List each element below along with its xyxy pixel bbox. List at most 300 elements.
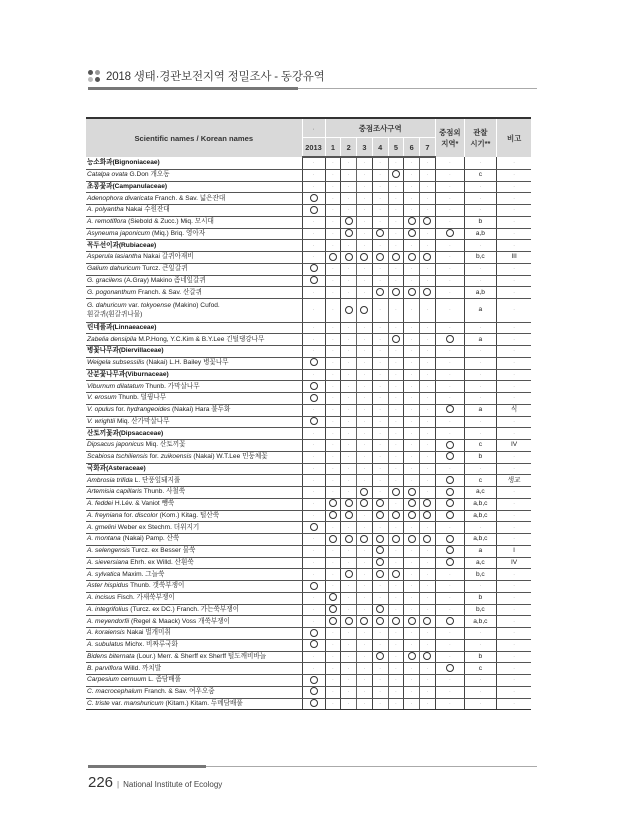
cell-2013 bbox=[302, 451, 325, 463]
cell-2013 bbox=[302, 475, 325, 487]
cell-zone-5 bbox=[388, 181, 404, 193]
cell-zone-4 bbox=[372, 498, 388, 510]
cell-outside bbox=[435, 451, 464, 463]
cell-zone-7 bbox=[420, 322, 436, 334]
empty-marker: · bbox=[331, 571, 334, 578]
cell-zone-1 bbox=[325, 193, 341, 205]
species-row bbox=[86, 404, 531, 416]
author: (Nakai) W.T.Lee bbox=[193, 453, 241, 461]
scientific-name: V. wrightii bbox=[87, 417, 116, 425]
empty-marker: · bbox=[312, 501, 315, 508]
cell-outside bbox=[435, 381, 464, 393]
cell-zone-7 bbox=[420, 275, 436, 287]
cell-note bbox=[496, 181, 531, 193]
cell-zone-4 bbox=[372, 604, 388, 616]
cell-zone-2 bbox=[341, 581, 357, 593]
cell-zone-6 bbox=[404, 651, 420, 663]
empty-marker: · bbox=[394, 583, 397, 590]
cell-note bbox=[496, 534, 531, 546]
cell-observation: b bbox=[464, 651, 496, 663]
cell-outside bbox=[435, 205, 464, 217]
cell-zone-7 bbox=[420, 569, 436, 581]
scientific-name: A. koraiensis bbox=[87, 629, 125, 637]
scientific-name: Weigela subsessilis bbox=[87, 359, 145, 367]
empty-marker: · bbox=[331, 465, 334, 472]
cell-zone-5 bbox=[388, 252, 404, 264]
cell-zone-6 bbox=[404, 275, 420, 287]
empty-marker: · bbox=[347, 160, 350, 167]
empty-marker: · bbox=[410, 559, 413, 566]
name-cell bbox=[86, 592, 302, 604]
empty-marker: · bbox=[363, 383, 366, 390]
presence-circle-icon bbox=[446, 499, 454, 507]
cell-zone-4 bbox=[372, 475, 388, 487]
presence-circle-icon bbox=[360, 488, 368, 496]
empty-marker: · bbox=[513, 159, 516, 166]
empty-marker: · bbox=[379, 407, 382, 414]
empty-marker: · bbox=[312, 160, 315, 167]
author: Thunb. bbox=[118, 394, 139, 402]
cell-outside bbox=[435, 487, 464, 499]
cell-zone-5 bbox=[388, 334, 404, 346]
family-row bbox=[86, 428, 531, 440]
empty-marker: · bbox=[331, 336, 334, 343]
cell-zone-5 bbox=[388, 616, 404, 628]
cell-2013 bbox=[302, 287, 325, 299]
name-cell bbox=[86, 628, 302, 640]
empty-marker: · bbox=[426, 442, 429, 449]
cell-outside bbox=[435, 416, 464, 428]
cell-zone-2 bbox=[341, 487, 357, 499]
cell-zone-6 bbox=[404, 169, 420, 181]
cell-zone-5 bbox=[388, 216, 404, 228]
cell-observation: b bbox=[464, 592, 496, 604]
scientific-name: Carpesium cernuum bbox=[87, 676, 147, 684]
cell-outside bbox=[435, 639, 464, 651]
cell-2013 bbox=[302, 675, 325, 687]
cell-zone-7 bbox=[420, 404, 436, 416]
footer-rule-thick bbox=[88, 765, 206, 768]
empty-marker: · bbox=[331, 307, 334, 314]
empty-marker: · bbox=[448, 183, 451, 190]
empty-marker: · bbox=[448, 348, 451, 355]
empty-marker: · bbox=[479, 418, 482, 425]
cell-zone-2 bbox=[341, 451, 357, 463]
family-name: 국화과(Asteraceae) bbox=[87, 464, 146, 472]
empty-marker: · bbox=[379, 430, 382, 437]
empty-marker: · bbox=[347, 665, 350, 672]
infraspecific-rank: var. bbox=[111, 699, 123, 707]
empty-marker: · bbox=[394, 501, 397, 508]
empty-marker: · bbox=[363, 418, 366, 425]
family-name: 린네풀과(Linnaeaceae) bbox=[87, 323, 157, 331]
cell-zone-6 bbox=[404, 639, 420, 651]
species-row bbox=[86, 393, 531, 405]
name-cell bbox=[86, 545, 302, 557]
cell-zone-2 bbox=[341, 287, 357, 299]
cell-zone-6 bbox=[404, 545, 420, 557]
name-cell bbox=[86, 604, 302, 616]
running-header-title: 2018 생태·경관보전지역 정밀조사 - 동강유역 bbox=[106, 71, 325, 83]
cell-zone-1 bbox=[325, 557, 341, 569]
cell-zone-2 bbox=[341, 440, 357, 452]
empty-marker: · bbox=[426, 642, 429, 649]
empty-marker: · bbox=[379, 324, 382, 331]
name-cell bbox=[86, 428, 302, 440]
species-row bbox=[86, 252, 531, 264]
name-cell bbox=[86, 346, 302, 358]
species-row bbox=[86, 616, 531, 628]
species-row bbox=[86, 581, 531, 593]
presence-circle-icon bbox=[423, 217, 431, 225]
cell-zone-4 bbox=[372, 157, 388, 169]
empty-marker: · bbox=[410, 407, 413, 414]
cell-2013 bbox=[302, 522, 325, 534]
cell-zone-2 bbox=[341, 416, 357, 428]
cell-2013 bbox=[302, 205, 325, 217]
empty-marker: · bbox=[347, 677, 350, 684]
cell-zone-7 bbox=[420, 498, 436, 510]
empty-marker: · bbox=[331, 442, 334, 449]
empty-marker: · bbox=[347, 583, 350, 590]
cell-observation bbox=[464, 240, 496, 252]
cell-zone-4 bbox=[372, 522, 388, 534]
cell-note bbox=[496, 369, 531, 381]
empty-marker: · bbox=[513, 700, 516, 707]
cell-zone-5 bbox=[388, 639, 404, 651]
cell-outside bbox=[435, 216, 464, 228]
empty-marker: · bbox=[410, 307, 413, 314]
empty-marker: · bbox=[448, 465, 451, 472]
empty-marker: · bbox=[513, 395, 516, 402]
empty-marker: · bbox=[347, 642, 350, 649]
cell-zone-5 bbox=[388, 287, 404, 299]
cell-2013 bbox=[302, 357, 325, 369]
empty-marker: · bbox=[448, 371, 451, 378]
cell-zone-6 bbox=[404, 240, 420, 252]
empty-marker: · bbox=[448, 606, 451, 613]
cell-zone-6 bbox=[404, 252, 420, 264]
cell-note bbox=[496, 169, 531, 181]
empty-marker: · bbox=[448, 689, 451, 696]
cell-zone-4 bbox=[372, 346, 388, 358]
cell-observation: b,c bbox=[464, 604, 496, 616]
empty-marker: · bbox=[410, 242, 413, 249]
empty-marker: · bbox=[347, 183, 350, 190]
cell-outside bbox=[435, 157, 464, 169]
cell-observation: a bbox=[464, 545, 496, 557]
cell-observation bbox=[464, 157, 496, 169]
cell-zone-3 bbox=[357, 522, 373, 534]
cell-zone-7 bbox=[420, 592, 436, 604]
cell-zone-1 bbox=[325, 216, 341, 228]
cell-zone-4 bbox=[372, 216, 388, 228]
cell-zone-3 bbox=[357, 369, 373, 381]
cell-zone-2 bbox=[341, 369, 357, 381]
empty-marker: · bbox=[312, 454, 315, 461]
cell-2013 bbox=[302, 639, 325, 651]
cell-zone-5 bbox=[388, 569, 404, 581]
scientific-name: A. feddei bbox=[87, 500, 114, 508]
col-header-note: 비고 bbox=[496, 118, 531, 157]
col-header-zone-1: 1 bbox=[325, 138, 341, 158]
empty-marker: · bbox=[448, 677, 451, 684]
empty-marker: · bbox=[426, 583, 429, 590]
presence-circle-icon bbox=[408, 535, 416, 543]
korean-name: 물쑥 bbox=[182, 547, 196, 555]
cell-zone-1 bbox=[325, 263, 341, 275]
empty-marker: · bbox=[513, 219, 516, 226]
name-cell bbox=[86, 299, 302, 323]
cell-zone-5 bbox=[388, 545, 404, 557]
name-cell bbox=[86, 357, 302, 369]
presence-circle-icon bbox=[376, 288, 384, 296]
cell-zone-4 bbox=[372, 592, 388, 604]
empty-marker: · bbox=[426, 700, 429, 707]
empty-marker: · bbox=[331, 230, 334, 237]
empty-marker: · bbox=[410, 700, 413, 707]
empty-marker: · bbox=[363, 230, 366, 237]
empty-marker: · bbox=[513, 524, 516, 531]
cell-zone-3 bbox=[357, 651, 373, 663]
species-row bbox=[86, 381, 531, 393]
cell-observation: a,b,c bbox=[464, 534, 496, 546]
cell-observation bbox=[464, 686, 496, 698]
cell-zone-5 bbox=[388, 381, 404, 393]
presence-circle-icon bbox=[446, 441, 454, 449]
empty-marker: · bbox=[394, 665, 397, 672]
empty-marker: · bbox=[312, 653, 315, 660]
empty-marker: · bbox=[448, 254, 451, 261]
empty-marker: · bbox=[331, 665, 334, 672]
name-cell bbox=[86, 557, 302, 569]
empty-marker: · bbox=[347, 477, 350, 484]
empty-marker: · bbox=[394, 689, 397, 696]
cell-outside bbox=[435, 252, 464, 264]
col-header-zone-7: 7 bbox=[420, 138, 436, 158]
empty-marker: · bbox=[394, 606, 397, 613]
name-cell bbox=[86, 322, 302, 334]
cell-zone-6 bbox=[404, 346, 420, 358]
empty-marker: · bbox=[479, 689, 482, 696]
korean-name: 비짜루국화 bbox=[146, 641, 178, 649]
empty-marker: · bbox=[363, 512, 366, 519]
cell-zone-5 bbox=[388, 263, 404, 275]
cell-zone-4 bbox=[372, 299, 388, 323]
cell-observation: b,c bbox=[464, 569, 496, 581]
empty-marker: · bbox=[410, 642, 413, 649]
cell-zone-6 bbox=[404, 510, 420, 522]
empty-marker: · bbox=[347, 595, 350, 602]
cell-zone-5 bbox=[388, 205, 404, 217]
empty-marker: · bbox=[410, 583, 413, 590]
empty-marker: · bbox=[379, 336, 382, 343]
cell-note bbox=[496, 698, 531, 710]
name-cell bbox=[86, 240, 302, 252]
cell-zone-2 bbox=[341, 498, 357, 510]
cell-zone-2 bbox=[341, 252, 357, 264]
empty-marker: · bbox=[426, 172, 429, 179]
cell-zone-4 bbox=[372, 263, 388, 275]
name-cell bbox=[86, 228, 302, 240]
empty-marker: · bbox=[312, 289, 315, 296]
species-row bbox=[86, 569, 531, 581]
name-cell bbox=[86, 475, 302, 487]
scientific-name: A. incisus bbox=[87, 594, 116, 602]
species-row bbox=[86, 686, 531, 698]
cell-outside bbox=[435, 393, 464, 405]
name-cell bbox=[86, 416, 302, 428]
cell-zone-6 bbox=[404, 451, 420, 463]
species-row bbox=[86, 510, 531, 522]
cell-zone-3 bbox=[357, 216, 373, 228]
name-cell bbox=[86, 451, 302, 463]
cell-observation bbox=[464, 275, 496, 287]
korean-name: 영아자 bbox=[185, 229, 206, 237]
empty-marker: · bbox=[513, 242, 516, 249]
cell-zone-1 bbox=[325, 545, 341, 557]
korean-name: 넓은잔대 bbox=[199, 194, 226, 202]
author: Fisch. bbox=[117, 594, 135, 602]
empty-marker: · bbox=[363, 630, 366, 637]
empty-marker: · bbox=[347, 653, 350, 660]
cell-zone-2 bbox=[341, 346, 357, 358]
empty-marker: · bbox=[410, 172, 413, 179]
empty-marker: · bbox=[426, 307, 429, 314]
presence-circle-icon bbox=[376, 535, 384, 543]
empty-marker: · bbox=[363, 289, 366, 296]
empty-marker: · bbox=[331, 383, 334, 390]
cell-zone-7 bbox=[420, 451, 436, 463]
family-row bbox=[86, 157, 531, 169]
cell-zone-1 bbox=[325, 299, 341, 323]
empty-marker: · bbox=[379, 442, 382, 449]
empty-marker: · bbox=[513, 277, 516, 284]
empty-marker: · bbox=[513, 360, 516, 367]
cell-zone-2 bbox=[341, 545, 357, 557]
presence-circle-icon bbox=[360, 253, 368, 261]
empty-marker: · bbox=[394, 524, 397, 531]
infraspecific-rank: for. bbox=[124, 511, 134, 519]
korean-name: 그늘쑥 bbox=[145, 570, 165, 578]
cell-zone-6 bbox=[404, 357, 420, 369]
cell-zone-1 bbox=[325, 369, 341, 381]
cell-zone-1 bbox=[325, 169, 341, 181]
cell-zone-5 bbox=[388, 686, 404, 698]
species-row bbox=[86, 675, 531, 687]
cell-zone-2 bbox=[341, 628, 357, 640]
empty-marker: · bbox=[426, 489, 429, 496]
cell-observation bbox=[464, 581, 496, 593]
cell-zone-5 bbox=[388, 534, 404, 546]
cell-zone-7 bbox=[420, 263, 436, 275]
empty-marker: · bbox=[379, 219, 382, 226]
family-row bbox=[86, 369, 531, 381]
infraspecific-rank: for. bbox=[149, 453, 159, 461]
name-cell bbox=[86, 381, 302, 393]
empty-marker: · bbox=[426, 477, 429, 484]
empty-marker: · bbox=[410, 160, 413, 167]
cell-zone-3 bbox=[357, 404, 373, 416]
scientific-name: A. selengensis bbox=[87, 547, 130, 555]
presence-circle-icon bbox=[329, 605, 337, 613]
species-row bbox=[86, 299, 531, 323]
korean-name: 털산쑥 bbox=[199, 511, 220, 519]
empty-marker: · bbox=[410, 395, 413, 402]
empty-marker: · bbox=[347, 277, 350, 284]
cell-observation bbox=[464, 263, 496, 275]
cell-zone-2 bbox=[341, 663, 357, 675]
empty-marker: · bbox=[312, 665, 315, 672]
empty-marker: · bbox=[394, 348, 397, 355]
cell-zone-7 bbox=[420, 228, 436, 240]
cell-outside bbox=[435, 604, 464, 616]
empty-marker: · bbox=[379, 183, 382, 190]
scientific-name: B. parviflora bbox=[87, 664, 123, 672]
author: Thunb. bbox=[145, 382, 166, 390]
empty-marker: · bbox=[410, 606, 413, 613]
empty-marker: · bbox=[426, 371, 429, 378]
cell-2013 bbox=[302, 651, 325, 663]
cell-zone-3 bbox=[357, 463, 373, 475]
cell-zone-1 bbox=[325, 581, 341, 593]
cell-zone-5 bbox=[388, 487, 404, 499]
cell-zone-3 bbox=[357, 205, 373, 217]
cell-zone-3 bbox=[357, 698, 373, 710]
cell-outside bbox=[435, 240, 464, 252]
name-cell bbox=[86, 510, 302, 522]
empty-marker: · bbox=[312, 183, 315, 190]
empty-marker: · bbox=[426, 571, 429, 578]
species-row bbox=[86, 545, 531, 557]
empty-marker: · bbox=[331, 160, 334, 167]
cell-zone-5 bbox=[388, 428, 404, 440]
empty-marker: · bbox=[426, 665, 429, 672]
name-cell bbox=[86, 698, 302, 710]
cell-zone-1 bbox=[325, 252, 341, 264]
cell-zone-5 bbox=[388, 651, 404, 663]
empty-marker: · bbox=[410, 548, 413, 555]
cell-outside bbox=[435, 581, 464, 593]
cell-2013 bbox=[302, 263, 325, 275]
cell-zone-4 bbox=[372, 322, 388, 334]
scientific-name: V. erosum bbox=[87, 394, 117, 402]
cell-zone-2 bbox=[341, 616, 357, 628]
presence-circle-icon bbox=[446, 488, 454, 496]
cell-observation: b bbox=[464, 216, 496, 228]
empty-marker: · bbox=[347, 207, 350, 214]
empty-marker: · bbox=[347, 465, 350, 472]
cell-zone-5 bbox=[388, 698, 404, 710]
cell-zone-2 bbox=[341, 334, 357, 346]
korean-name: 벌개미취 bbox=[145, 629, 171, 637]
cell-note bbox=[496, 639, 531, 651]
cell-zone-3 bbox=[357, 428, 373, 440]
table-header bbox=[86, 118, 531, 157]
empty-marker: · bbox=[379, 477, 382, 484]
empty-marker: · bbox=[394, 454, 397, 461]
species-row bbox=[86, 334, 531, 346]
cell-zone-7 bbox=[420, 639, 436, 651]
empty-marker: · bbox=[312, 536, 315, 543]
empty-marker: · bbox=[448, 430, 451, 437]
cell-zone-1 bbox=[325, 487, 341, 499]
korean-name: 산흰쑥 bbox=[174, 558, 194, 566]
cell-observation: a,b,c bbox=[464, 498, 496, 510]
cell-zone-2 bbox=[341, 557, 357, 569]
cell-note bbox=[496, 451, 531, 463]
cell-zone-2 bbox=[341, 475, 357, 487]
